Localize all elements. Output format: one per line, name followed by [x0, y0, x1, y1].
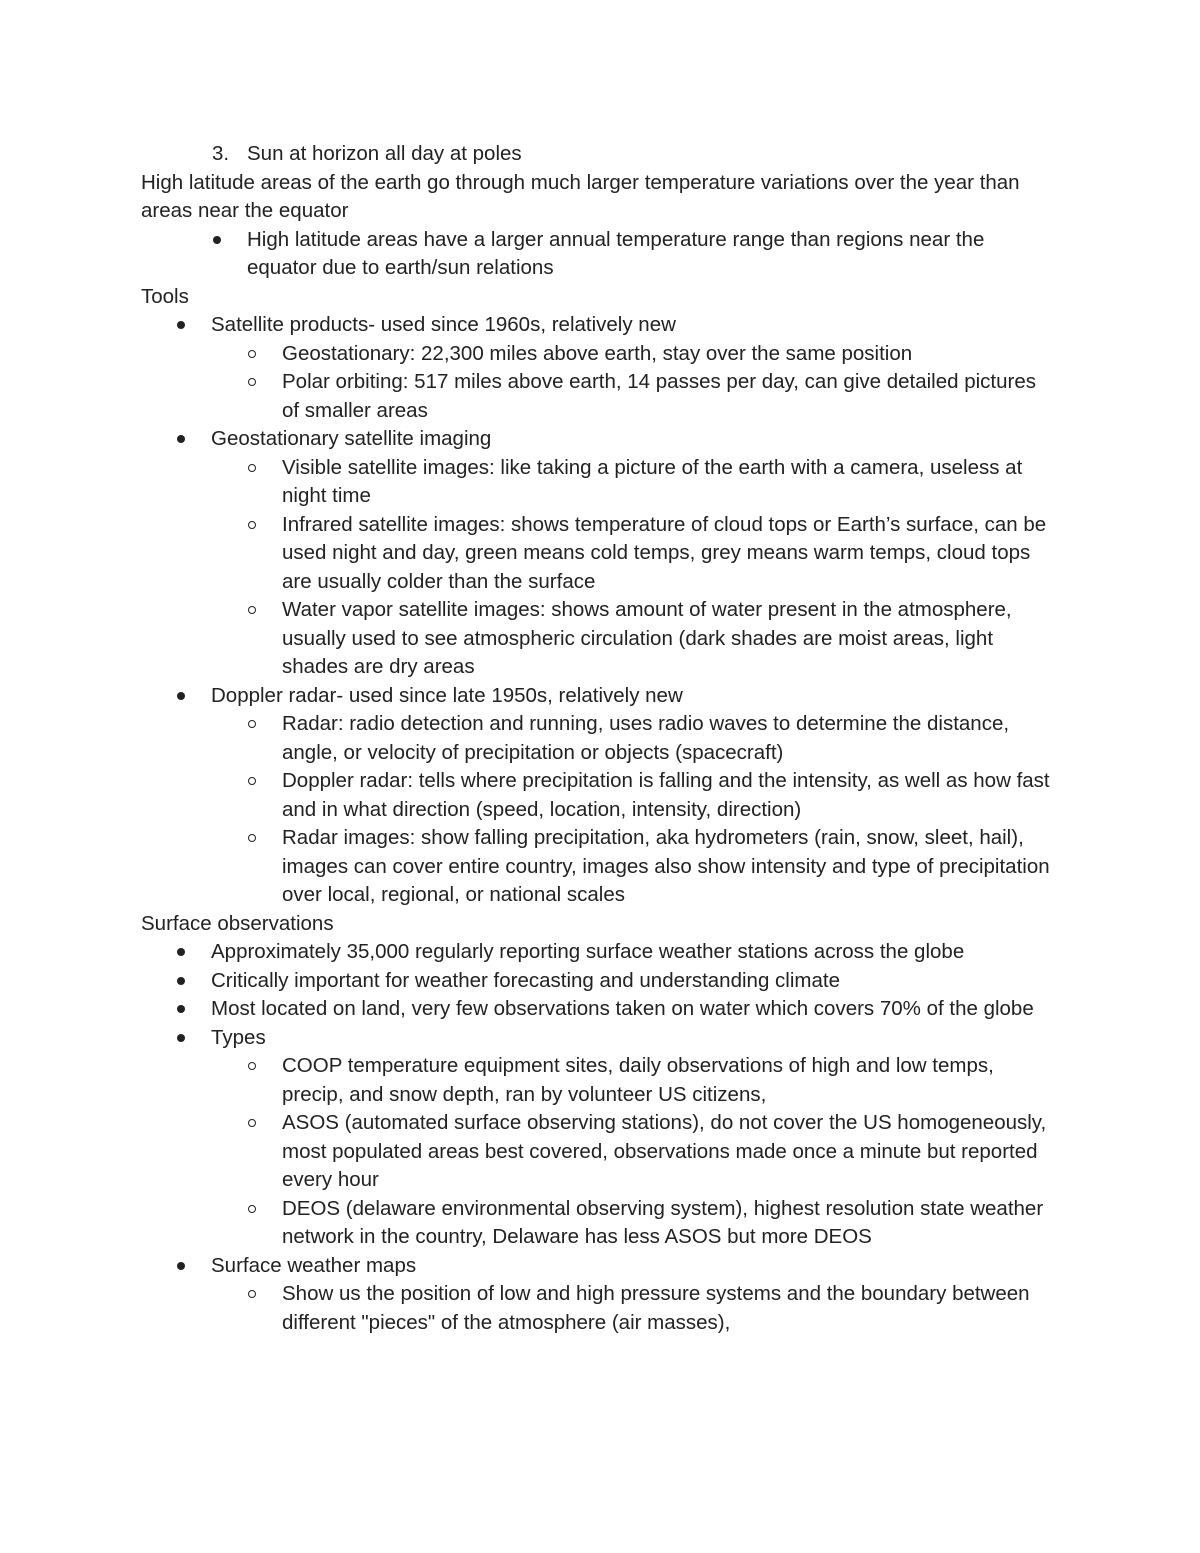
bullet-text: Critically important for weather forecasting and understanding climate: [211, 968, 840, 992]
bullet-text: Satellite products- used since 1960s, relatively new: [211, 313, 676, 336]
bullet-item: [0, 967, 1051, 996]
bullet-item: [0, 995, 1051, 1024]
bullet-item: [0, 938, 1051, 967]
filled-bullet-icon: [177, 435, 185, 443]
bullet-item: [0, 682, 1051, 711]
sub-bullet-item: [0, 1195, 1057, 1252]
hollow-bullet-icon: [248, 720, 256, 728]
filled-bullet-icon: [177, 1262, 185, 1270]
bullet-item: [0, 1252, 1051, 1281]
sub-bullet-text: Visible satellite images: like taking a picture of the earth with a camera, useless at night time: [282, 455, 1023, 507]
bullet-text: Most located on land, very few observations taken on water which covers 70% of the globe: [211, 997, 1034, 1020]
sub-bullet-item: [0, 340, 1057, 369]
sub-bullet-item: [0, 511, 1057, 597]
hollow-bullet-icon: [248, 1062, 256, 1070]
numbered-list-item: [0, 140, 1047, 169]
sub-bullet-text: Show us the position of low and high pressure systems and the boundary between different "pieces" of the atmosphere (air masses),: [282, 1282, 1030, 1334]
sub-bullet-text: Doppler radar: tells where precipitation is falling and the intensity, as well as how fast and in what direction (speed, location, intensity, direction): [282, 769, 1050, 821]
hollow-bullet-icon: [248, 777, 256, 785]
hollow-bullet-icon: [248, 1290, 256, 1298]
bullet-text: Approximately 35,000 regularly reporting surface weather stations across the globe: [211, 940, 965, 963]
sub-bullet-text: DEOS (delaware environmental observing system), highest resolution state weather network in the country, Delaware has less ASOS but more DEOS: [282, 1196, 1044, 1248]
sub-bullet-item: [0, 1280, 1057, 1337]
sub-bullet-item: [0, 1052, 1057, 1109]
bullet-text: Doppler radar- used since late 1950s, relatively new: [211, 683, 683, 707]
sub-bullet-text: ASOS (automated surface observing stations), do not cover the US homogeneously, most populated areas best covered, observations made once a minute but reported every hour: [282, 1111, 1047, 1191]
bullet-text: High latitude areas have a larger annual temperature range than regions near the equator due to earth/sun relations: [247, 227, 985, 279]
bullet-item: [0, 311, 1051, 340]
filled-bullet-icon: [177, 1034, 185, 1042]
section-heading-surface-observations: Surface observations: [141, 911, 334, 935]
filled-bullet-icon: [213, 236, 221, 244]
sub-bullet-item: [0, 710, 1057, 767]
sub-bullet-text: Radar images: show falling precipitation, aka hydrometers (rain, snow, sleet, hail), images can cover entire country, images also show intensity and type of precipitation over local, regional, or national scales: [282, 826, 1050, 906]
bullet-item: [0, 425, 1051, 454]
bullet-item: [0, 226, 1047, 283]
bullet-text: Geostationary satellite imaging: [211, 427, 492, 450]
hollow-bullet-icon: [248, 521, 256, 529]
sub-bullet-text: Water vapor satellite images: shows amount of water present in the atmosphere, usually used to see atmospheric circulation (dark shades are moist areas, light shades are dry areas: [282, 598, 1012, 678]
sub-bullet-item: [0, 1109, 1057, 1195]
sub-bullet-text: Polar orbiting: 517 miles above earth, 14 passes per day, can give detailed pictures of smaller areas: [282, 370, 1037, 422]
sub-bullet-text: COOP temperature equipment sites, daily observations of high and low temps, precip, and snow depth, ran by volunteer US citizens,: [282, 1054, 994, 1106]
hollow-bullet-icon: [248, 834, 256, 842]
list-item-text: Sun at horizon all day at poles: [247, 142, 522, 165]
filled-bullet-icon: [177, 1005, 185, 1013]
sub-bullet-item: [0, 596, 1057, 682]
sub-bullet-item: [0, 368, 1057, 425]
list-number: 3.: [212, 142, 230, 165]
hollow-bullet-icon: [248, 606, 256, 614]
hollow-bullet-icon: [248, 464, 256, 472]
sub-bullet-text: Radar: radio detection and running, uses radio waves to determine the distance, angle, or velocity of precipitation or objects (spacecraft): [282, 712, 1010, 764]
hollow-bullet-icon: [248, 378, 256, 386]
sub-bullet-text: Infrared satellite images: shows temperature of cloud tops or Earth’s surface, can be used night and day, green means cold temps, grey means warm temps, cloud tops are usually colder than the surface: [282, 512, 1047, 593]
filled-bullet-icon: [177, 692, 185, 700]
sub-bullet-text: Geostationary: 22,300 miles above earth, stay over the same position: [282, 341, 913, 365]
sub-bullet-item: [0, 454, 1057, 511]
filled-bullet-icon: [177, 948, 185, 956]
section-heading-tools: Tools: [141, 284, 189, 308]
hollow-bullet-icon: [248, 350, 256, 358]
bullet-text: Surface weather maps: [211, 1253, 417, 1277]
bullet-item: [0, 1024, 1051, 1053]
hollow-bullet-icon: [248, 1119, 256, 1127]
sub-bullet-item: [0, 767, 1057, 824]
document-page: [0, 140, 1200, 1337]
hollow-bullet-icon: [248, 1205, 256, 1213]
filled-bullet-icon: [177, 977, 185, 985]
filled-bullet-icon: [177, 321, 185, 329]
paragraph: High latitude areas of the earth go through much larger temperature variations over the year than areas near the equator: [141, 170, 1020, 222]
bullet-text: Types: [211, 1025, 266, 1049]
sub-bullet-item: [0, 824, 1057, 910]
